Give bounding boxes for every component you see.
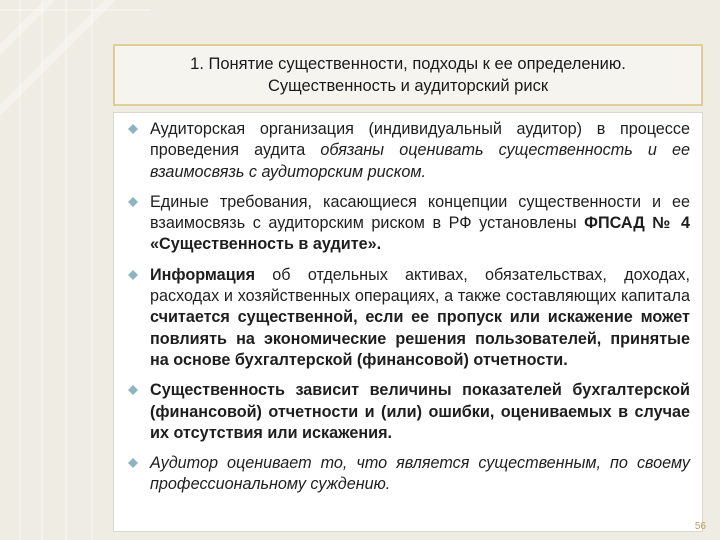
bullet-text-run: обязаны оценивать существенность и ее взаимосвязь с аудиторским риском. [150, 141, 691, 181]
bullet-diamond-icon [128, 458, 138, 468]
bullet-item [126, 265, 690, 371]
bullet-text-run: об отдельных активах, обязательствах, доходах, расходах и хозяйственных операциях, а также составляющих капитала [150, 265, 690, 306]
bullet-item [126, 119, 690, 183]
bullet-list [114, 113, 702, 496]
bullet-text-run: ФПСАД № 4 «Существенность в аудите». [150, 214, 690, 254]
slide-title: 1. Понятие существенности, подходы к ее определению. Существенность и аудиторский риск [190, 55, 626, 95]
bullet-item [126, 453, 690, 496]
bullet-text-run: считается существенной, если ее пропуск или искажение может повлиять на экономические решения пользователей, принятые на основе бухгалтерской (финансовой) отчетности. [150, 308, 690, 369]
bullet-diamond-icon [128, 124, 138, 134]
content-panel [113, 112, 703, 532]
bullet-text-run: Существенность зависит величины показателей бухгалтерской (финансовой) отчетности и (или) ошибки, оцениваемых в случае их отсутствия или искажения. [150, 381, 690, 442]
bullet-diamond-icon [128, 270, 138, 280]
bullet-text-run: Аудиторская организация (индивидуальный аудитор) в процессе проведения аудита [150, 120, 690, 160]
bullet-item [126, 192, 690, 256]
bullet-diamond-icon [128, 197, 138, 207]
bullet-diamond-icon [128, 385, 138, 395]
bullet-item [126, 380, 690, 444]
slide-title-box [113, 44, 703, 106]
bullet-text-run: Единые требования, касающиеся концепции существенности и ее взаимосвязь с аудиторским риском в РФ установлены [150, 192, 690, 233]
page-number: 56 [694, 521, 706, 532]
bullet-text-run: Аудитор оценивает то, что является существенным, по своему профессиональному суждению. [150, 454, 690, 494]
bullet-text-run: Информация [150, 265, 256, 284]
